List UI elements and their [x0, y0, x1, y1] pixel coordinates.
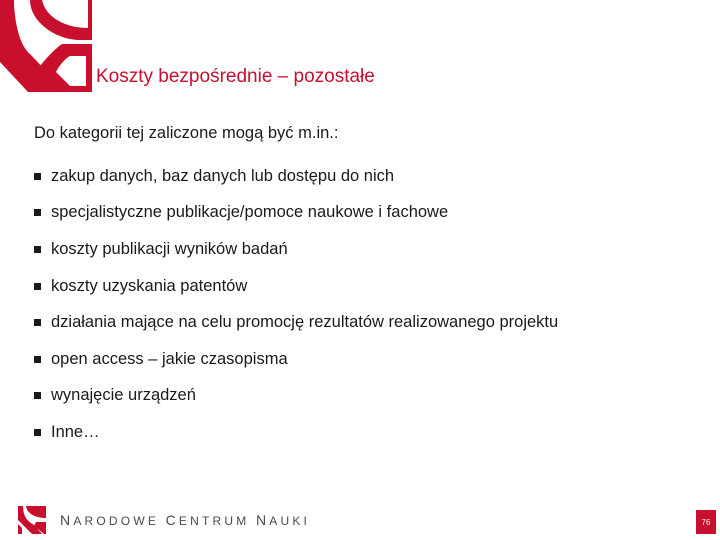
square-bullet-icon: [34, 319, 41, 326]
list-item-text: wynajęcie urządzeń: [51, 386, 196, 405]
org-name-part: ARODOWE: [73, 514, 166, 528]
list-item: [34, 195, 558, 232]
list-item: [34, 304, 558, 341]
list-item-text: specjalistyczne publikacje/pomoce naukowe i fachowe: [51, 203, 449, 222]
square-bullet-icon: [34, 246, 41, 253]
list-item-text: działania mające na celu promocję rezultatów realizowanego projektu: [51, 313, 559, 332]
list-item: [34, 231, 558, 268]
organization-name: [60, 512, 310, 528]
list-item-text: koszty publikacji wyników badań: [51, 239, 288, 258]
list-item: [34, 158, 558, 195]
org-name-part: N: [60, 512, 74, 528]
bullet-list: [34, 158, 558, 451]
square-bullet-icon: [34, 173, 41, 180]
list-item-text: open access – jakie czasopisma: [51, 349, 288, 368]
intro-text: Do kategorii tej zaliczone mogą być m.in.:: [34, 124, 339, 142]
org-name-part: AUKI: [269, 514, 311, 528]
list-item-text: zakup danych, baz danych lub dostępu do nich: [51, 166, 395, 185]
slide-title: Koszty bezpośrednie – pozostałe: [96, 66, 375, 87]
page-number-badge: 76: [696, 510, 716, 534]
org-name-part: ENTRUM: [178, 514, 256, 528]
org-name-part: N: [255, 512, 270, 528]
ncn-logo-icon: [18, 506, 46, 534]
square-bullet-icon: [34, 356, 41, 363]
org-name-part: C: [165, 512, 179, 528]
list-item: [34, 268, 558, 305]
square-bullet-icon: [34, 209, 41, 216]
list-item: [34, 341, 558, 378]
list-item: [34, 378, 558, 415]
square-bullet-icon: [34, 392, 41, 399]
ncn-logo-icon: [0, 0, 92, 92]
list-item: [34, 414, 558, 451]
list-item-text: Inne…: [51, 422, 100, 441]
square-bullet-icon: [34, 429, 41, 436]
list-item-text: koszty uzyskania patentów: [51, 276, 248, 295]
square-bullet-icon: [34, 283, 41, 290]
